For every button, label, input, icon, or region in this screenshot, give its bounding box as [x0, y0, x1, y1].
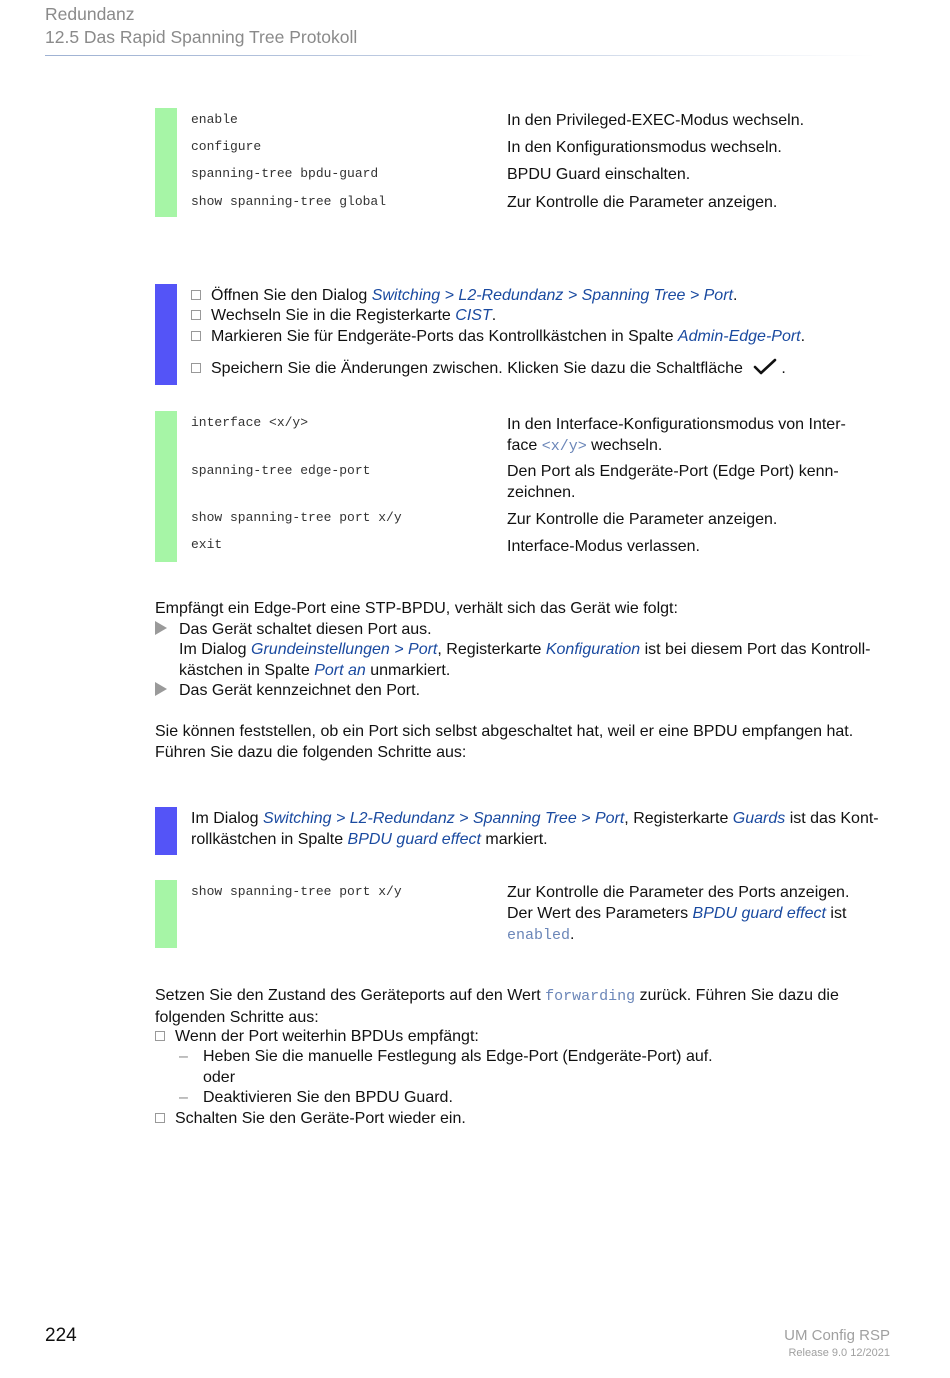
step-item: Speichern Sie die Änderungen zwischen. Klicken Sie dazu die Schaltfläche .: [191, 358, 786, 380]
triangle-bullet-icon: [155, 621, 167, 635]
paragraph-reset: Setzen Sie den Zustand des Geräteports auf den Wert forwarding zurück. Führen Sie dazu die folgenden Schritte aus:: [155, 987, 839, 1026]
cli-description: In den Privileged-EXEC-Modus wechseln.: [507, 112, 805, 129]
code-block-marker: [155, 880, 177, 948]
cli-command: spanning-tree bpdu-guard: [191, 166, 379, 181]
checkbox-bullet-icon: [191, 310, 201, 320]
sub-list-item: – Heben Sie die manuelle Festlegung als Edge-Port (Endgeräte-Port) auf.: [179, 1048, 713, 1065]
column-name-link: Admin-Edge-Port: [677, 328, 801, 345]
gui-steps-marker: [155, 284, 177, 385]
cli-description: In den Konfigurationsmodus wechseln.: [507, 139, 782, 156]
tab-name-link: CIST: [455, 307, 492, 324]
checkbox-bullet-icon: [155, 1113, 165, 1123]
cli-description: BPDU Guard einschalten.: [507, 166, 691, 183]
cli-command: interface <x/y>: [191, 415, 309, 430]
cli-command: show spanning-tree global: [191, 194, 387, 209]
page-number: 224: [45, 1325, 77, 1346]
list-item: Schalten Sie den Geräte-Port wieder ein.: [155, 1109, 466, 1130]
document-title: UM Config RSP: [784, 1327, 890, 1344]
checkbox-bullet-icon: [191, 331, 201, 341]
cli-description: Zur Kontrolle die Parameter des Ports anzeigen. Der Wert des Parameters BPDU guard effect ist enabled.: [507, 884, 850, 944]
paragraph-line: Sie können feststellen, ob ein Port sich selbst abgeschaltet hat, weil er eine BPDU empfangen hat.: [155, 723, 854, 740]
menu-path-link: Switching > L2-Redundanz > Spanning Tree > Port: [371, 287, 733, 304]
list-item-detail: Im Dialog Grundeinstellungen > Port, Registerkarte Konfiguration ist bei diesem Port das Kontroll- kästchen in Spalte Port an unmarkiert.: [179, 641, 871, 679]
paragraph-intro: Empfängt ein Edge-Port eine STP-BPDU, verhält sich das Gerät wie folgt:: [155, 600, 678, 617]
checkbox-bullet-icon: [191, 290, 201, 300]
code-block-marker: [155, 411, 177, 562]
cli-description: Zur Kontrolle die Parameter anzeigen.: [507, 194, 778, 211]
section-title: 12.5 Das Rapid Spanning Tree Protokoll: [45, 27, 358, 47]
step-item: Wechseln Sie in die Registerkarte CIST.: [191, 306, 496, 327]
cli-command: show spanning-tree port x/y: [191, 884, 402, 899]
cli-command: configure: [191, 139, 262, 154]
release-info: Release 9.0 12/2021: [788, 1347, 890, 1359]
list-item: Das Gerät schaltet diesen Port aus.: [155, 620, 432, 641]
cli-description: Interface-Modus verlassen.: [507, 538, 700, 555]
cli-command: show spanning-tree port x/y: [191, 510, 402, 525]
sub-list-conjunction: oder: [203, 1069, 236, 1086]
checkbox-bullet-icon: [191, 363, 201, 373]
sub-list-item: – Deaktivieren Sie den BPDU Guard.: [179, 1089, 453, 1106]
checkbox-bullet-icon: [155, 1031, 165, 1041]
triangle-bullet-icon: [155, 682, 167, 696]
step-item: Markieren Sie für Endgeräte-Ports das Kontrollkästchen in Spalte Admin-Edge-Port.: [191, 327, 805, 348]
step-item: Öffnen Sie den Dialog Switching > L2-Redundanz > Spanning Tree > Port.: [191, 286, 737, 307]
cli-description: Den Port als Endgeräte-Port (Edge Port) kenn- zeichnen.: [507, 463, 839, 501]
checkmark-icon: [753, 358, 777, 376]
paragraph-line: Führen Sie dazu die folgenden Schritte aus:: [155, 744, 467, 761]
step-text: Im Dialog Switching > L2-Redundanz > Spanning Tree > Port, Registerkarte Guards ist das Kont- rollkästchen in Spalte BPDU guard effect markiert.: [191, 810, 879, 848]
cli-description: In den Interface-Konfigurationsmodus von Inter- face <x/y> wechseln.: [507, 416, 846, 455]
gui-steps-marker: [155, 807, 177, 855]
cli-command: enable: [191, 112, 238, 127]
list-item: Das Gerät kennzeichnet den Port.: [155, 681, 420, 702]
cli-command: exit: [191, 537, 223, 552]
chapter-title: Redundanz: [45, 4, 135, 24]
list-item: Wenn der Port weiterhin BPDUs empfängt:: [155, 1027, 479, 1048]
code-block-marker: [155, 108, 177, 217]
header-rule: [45, 55, 875, 56]
cli-description: Zur Kontrolle die Parameter anzeigen.: [507, 511, 778, 528]
cli-command: spanning-tree edge-port: [191, 463, 371, 478]
